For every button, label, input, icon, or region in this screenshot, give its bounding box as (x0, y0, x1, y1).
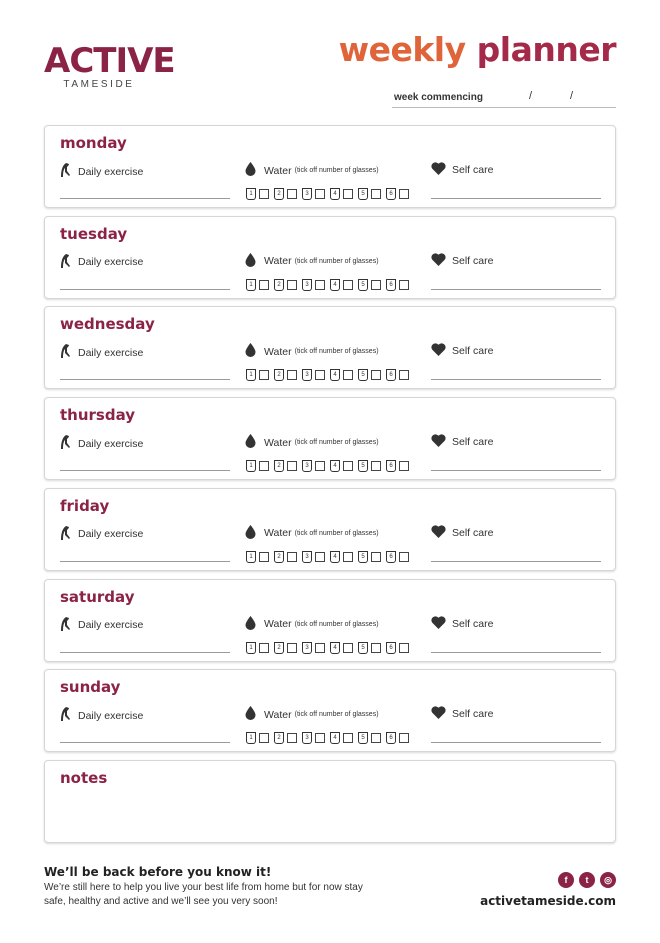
facebook-icon[interactable]: f (558, 872, 574, 888)
glass-item (386, 188, 409, 200)
glass-icon: 6 (386, 369, 396, 381)
brand-logo (44, 41, 175, 90)
selfcare-input-line[interactable] (431, 289, 601, 290)
water-label (245, 616, 379, 633)
twitter-icon[interactable]: t (579, 872, 595, 888)
glass-checkbox[interactable] (315, 370, 325, 380)
water-note: (tick off number of glasses) (294, 620, 379, 628)
selfcare-input-line[interactable] (431, 379, 601, 380)
glass-item (358, 460, 381, 472)
glass-icon: 5 (358, 369, 368, 381)
glass-item (302, 732, 325, 744)
exercise-input-line[interactable] (60, 561, 230, 562)
glass-checkbox[interactable] (259, 189, 269, 199)
glass-checkbox[interactable] (315, 733, 325, 743)
glass-icon: 4 (330, 551, 340, 563)
selfcare-label (431, 434, 493, 450)
glass-checkbox[interactable] (315, 189, 325, 199)
glass-checkbox[interactable] (343, 552, 353, 562)
glass-item (330, 188, 353, 200)
water-drop-icon (245, 343, 264, 360)
glass-item (358, 279, 381, 291)
glass-icon: 6 (386, 460, 396, 472)
day-name: sunday (60, 678, 121, 697)
glass-checkbox[interactable] (343, 461, 353, 471)
heart-icon (431, 343, 452, 359)
day-name: saturday (60, 587, 135, 606)
water-drop-icon (245, 253, 264, 270)
glass-checkbox[interactable] (371, 370, 381, 380)
selfcare-text: Self care (452, 526, 494, 539)
glass-icon: 2 (274, 279, 284, 291)
glass-checkbox[interactable] (399, 189, 409, 199)
glass-checkbox[interactable] (287, 643, 297, 653)
glass-checkbox[interactable] (343, 189, 353, 199)
exercise-label (59, 162, 143, 181)
selfcare-text: Self care (452, 436, 494, 449)
glass-icon: 3 (302, 460, 312, 472)
glass-icon: 3 (302, 551, 312, 563)
glass-item (330, 551, 353, 563)
water-glasses-tracker (246, 188, 414, 200)
logo-subtitle: TAMESIDE (63, 79, 135, 90)
glass-item (330, 369, 353, 381)
water-label (245, 706, 379, 723)
glass-checkbox[interactable] (287, 189, 297, 199)
selfcare-label (431, 616, 493, 632)
glass-item (246, 732, 269, 744)
glass-icon: 3 (302, 642, 312, 654)
glass-checkbox[interactable] (343, 643, 353, 653)
glass-item (358, 188, 381, 200)
title-weekly: weekly (338, 30, 466, 69)
water-drop-icon (245, 616, 264, 633)
glass-icon: 4 (330, 188, 340, 200)
day-card-friday (44, 488, 616, 571)
day-card-saturday (44, 579, 616, 662)
glass-item (274, 551, 297, 563)
selfcare-input-line[interactable] (431, 742, 601, 743)
glass-checkbox[interactable] (371, 552, 381, 562)
glass-item (274, 369, 297, 381)
water-glasses-tracker (246, 551, 414, 563)
water-text: Water (264, 618, 292, 630)
selfcare-label (431, 525, 493, 541)
page-title (339, 30, 616, 69)
selfcare-label (431, 162, 493, 178)
water-text: Water (264, 527, 292, 540)
water-note: (tick off number of glasses) (294, 348, 379, 356)
glass-checkbox[interactable] (343, 370, 353, 380)
glass-icon: 6 (386, 551, 396, 563)
day-name: wednesday (60, 315, 155, 334)
glass-item (358, 642, 381, 654)
exercise-label (59, 525, 143, 544)
glass-item (330, 279, 353, 291)
selfcare-text: Self care (452, 708, 494, 721)
glass-item (386, 551, 409, 563)
heart-icon (431, 434, 452, 450)
day-card-tuesday (44, 216, 616, 299)
day-name: monday (60, 134, 127, 152)
day-card-sunday (44, 669, 616, 752)
day-card-wednesday (44, 306, 616, 389)
footer-headline: We’ll be back before you know it! (44, 865, 272, 879)
glass-icon: 1 (246, 369, 256, 381)
exercise-text: Daily exercise (78, 346, 144, 359)
glass-icon: 5 (358, 188, 368, 200)
glass-icon: 6 (386, 279, 396, 291)
water-text: Water (264, 255, 292, 268)
glass-icon: 2 (274, 369, 284, 381)
exercise-text: Daily exercise (78, 256, 144, 269)
selfcare-label (431, 706, 493, 722)
selfcare-label (431, 253, 493, 269)
glass-icon: 6 (386, 642, 396, 654)
glass-icon: 3 (302, 188, 312, 200)
water-glasses-tracker (246, 460, 414, 472)
glass-item (246, 460, 269, 472)
exercise-label (59, 616, 143, 635)
exercise-input-line[interactable] (60, 198, 230, 199)
instagram-icon[interactable]: ◎ (600, 872, 616, 888)
glass-checkbox[interactable] (259, 461, 269, 471)
exercise-label (59, 253, 143, 272)
glass-checkbox[interactable] (399, 643, 409, 653)
glass-icon: 1 (246, 460, 256, 472)
water-note: (tick off number of glasses) (294, 439, 379, 447)
glass-icon: 1 (246, 551, 256, 563)
glass-icon: 4 (330, 460, 340, 472)
selfcare-input-line[interactable] (431, 652, 601, 653)
glass-checkbox[interactable] (287, 552, 297, 562)
water-label (245, 525, 379, 542)
glass-icon: 1 (246, 642, 256, 654)
date-separator: / (570, 90, 574, 102)
glass-item (302, 188, 325, 200)
water-text: Water (264, 708, 292, 721)
glass-item (302, 369, 325, 381)
glass-icon: 4 (330, 279, 340, 291)
glass-checkbox[interactable] (371, 461, 381, 471)
glass-checkbox[interactable] (399, 552, 409, 562)
glass-checkbox[interactable] (315, 552, 325, 562)
glass-item (274, 732, 297, 744)
glass-item (330, 732, 353, 744)
day-name: tuesday (60, 224, 128, 243)
heart-icon (431, 706, 452, 722)
glass-icon: 1 (246, 188, 256, 200)
logo-wordmark: ACTIVE (44, 41, 175, 81)
water-note: (tick off number of glasses) (294, 529, 379, 537)
runner-icon (59, 434, 78, 453)
exercise-input-line[interactable] (60, 742, 230, 743)
glass-checkbox[interactable] (259, 552, 269, 562)
glass-icon: 1 (246, 279, 256, 291)
heart-icon (431, 525, 452, 541)
glass-icon: 4 (330, 369, 340, 381)
glass-checkbox[interactable] (371, 643, 381, 653)
glass-item (246, 642, 269, 654)
glass-item (274, 188, 297, 200)
runner-icon (59, 616, 78, 635)
glass-checkbox[interactable] (399, 280, 409, 290)
day-name: thursday (60, 406, 136, 425)
selfcare-input-line[interactable] (431, 561, 601, 562)
exercise-input-line[interactable] (60, 470, 230, 471)
glass-icon: 5 (358, 551, 368, 563)
glass-icon: 2 (274, 188, 284, 200)
glass-item (358, 369, 381, 381)
water-drop-icon (245, 434, 264, 451)
exercise-text: Daily exercise (78, 619, 144, 631)
glass-checkbox[interactable] (315, 643, 325, 653)
water-note: (tick off number of glasses) (294, 711, 379, 719)
selfcare-input-line[interactable] (431, 198, 601, 199)
exercise-text: Daily exercise (78, 709, 144, 722)
glass-item (386, 279, 409, 291)
glass-icon: 2 (274, 460, 284, 472)
heart-icon (431, 253, 452, 269)
water-drop-icon (245, 525, 264, 542)
glass-item (302, 551, 325, 563)
selfcare-text: Self care (452, 254, 494, 267)
glass-checkbox[interactable] (259, 370, 269, 380)
glass-checkbox[interactable] (287, 370, 297, 380)
glass-checkbox[interactable] (287, 280, 297, 290)
water-text: Water (264, 436, 292, 449)
water-glasses-tracker (246, 369, 414, 381)
glass-checkbox[interactable] (259, 280, 269, 290)
glass-checkbox[interactable] (399, 370, 409, 380)
social-links (553, 872, 616, 888)
runner-icon (59, 525, 78, 544)
glass-item (246, 188, 269, 200)
exercise-label (59, 706, 143, 725)
day-card-monday (44, 125, 616, 208)
glass-item (358, 551, 381, 563)
exercise-text: Daily exercise (78, 165, 144, 178)
selfcare-text: Self care (452, 345, 494, 358)
glass-icon: 4 (330, 642, 340, 654)
glass-checkbox[interactable] (315, 280, 325, 290)
water-label (245, 253, 379, 270)
selfcare-text: Self care (452, 617, 494, 630)
water-drop-icon (245, 706, 264, 723)
glass-item (246, 551, 269, 563)
exercise-input-line[interactable] (60, 379, 230, 380)
glass-item (358, 732, 381, 744)
glass-icon: 5 (358, 642, 368, 654)
glass-item (386, 369, 409, 381)
exercise-text: Daily exercise (78, 437, 144, 450)
glass-item (386, 460, 409, 472)
glass-checkbox[interactable] (315, 461, 325, 471)
glass-icon: 1 (246, 732, 256, 744)
glass-icon: 3 (302, 369, 312, 381)
week-commencing-label: week commencing (394, 92, 483, 103)
runner-icon (59, 343, 78, 362)
water-drop-icon (245, 162, 264, 179)
glass-icon: 6 (386, 732, 396, 744)
day-card-thursday (44, 397, 616, 480)
glass-checkbox[interactable] (371, 280, 381, 290)
water-glasses-tracker (246, 732, 414, 744)
glass-item (246, 279, 269, 291)
glass-item (274, 279, 297, 291)
heart-icon (431, 162, 452, 178)
glass-checkbox[interactable] (343, 280, 353, 290)
glass-checkbox[interactable] (371, 189, 381, 199)
water-label (245, 434, 379, 451)
glass-item (302, 279, 325, 291)
notes-title: notes (60, 769, 108, 787)
exercise-input-line[interactable] (60, 652, 230, 653)
day-name: friday (60, 496, 110, 515)
exercise-text: Daily exercise (78, 528, 144, 541)
water-note: (tick off number of glasses) (294, 257, 379, 265)
glass-icon: 5 (358, 460, 368, 472)
water-glasses-tracker (246, 642, 414, 654)
selfcare-label (431, 343, 493, 359)
notes-card[interactable] (44, 760, 616, 843)
water-text: Water (264, 164, 292, 177)
selfcare-text: Self care (452, 164, 494, 176)
water-label (245, 162, 379, 179)
runner-icon (59, 253, 78, 272)
exercise-label (59, 434, 143, 453)
glass-item (274, 642, 297, 654)
glass-icon: 5 (358, 279, 368, 291)
glass-item (386, 642, 409, 654)
glass-item (274, 460, 297, 472)
glass-checkbox[interactable] (287, 733, 297, 743)
glass-icon: 3 (302, 732, 312, 744)
footer-message: We’re still here to help you live your best life from home but for now stay safe, healthy and active and we’ll see you very soon! (44, 882, 363, 907)
glass-icon: 2 (274, 642, 284, 654)
glass-checkbox[interactable] (399, 733, 409, 743)
exercise-input-line[interactable] (60, 289, 230, 290)
glass-item (386, 732, 409, 744)
glass-icon: 2 (274, 732, 284, 744)
glass-checkbox[interactable] (371, 733, 381, 743)
glass-checkbox[interactable] (343, 733, 353, 743)
glass-icon: 3 (302, 279, 312, 291)
selfcare-input-line[interactable] (431, 470, 601, 471)
heart-icon (431, 616, 452, 632)
glass-icon: 6 (386, 188, 396, 200)
runner-icon (59, 162, 78, 181)
glass-item (330, 642, 353, 654)
glass-checkbox[interactable] (287, 461, 297, 471)
water-glasses-tracker (246, 279, 414, 291)
glass-item (330, 460, 353, 472)
glass-checkbox[interactable] (399, 461, 409, 471)
water-label (245, 343, 379, 360)
glass-item (246, 369, 269, 381)
glass-icon: 2 (274, 551, 284, 563)
glass-icon: 5 (358, 732, 368, 744)
glass-icon: 4 (330, 732, 340, 744)
glass-item (302, 642, 325, 654)
date-separator: / (529, 90, 533, 102)
exercise-label (59, 343, 143, 362)
glass-item (302, 460, 325, 472)
water-text: Water (264, 345, 292, 358)
runner-icon (59, 706, 78, 725)
glass-checkbox[interactable] (259, 733, 269, 743)
week-commencing-field[interactable] (392, 90, 616, 108)
website-url[interactable]: activetameside.com (480, 894, 616, 908)
title-planner: planner (476, 30, 616, 69)
glass-checkbox[interactable] (259, 643, 269, 653)
water-note: (tick off number of glasses) (294, 167, 379, 174)
